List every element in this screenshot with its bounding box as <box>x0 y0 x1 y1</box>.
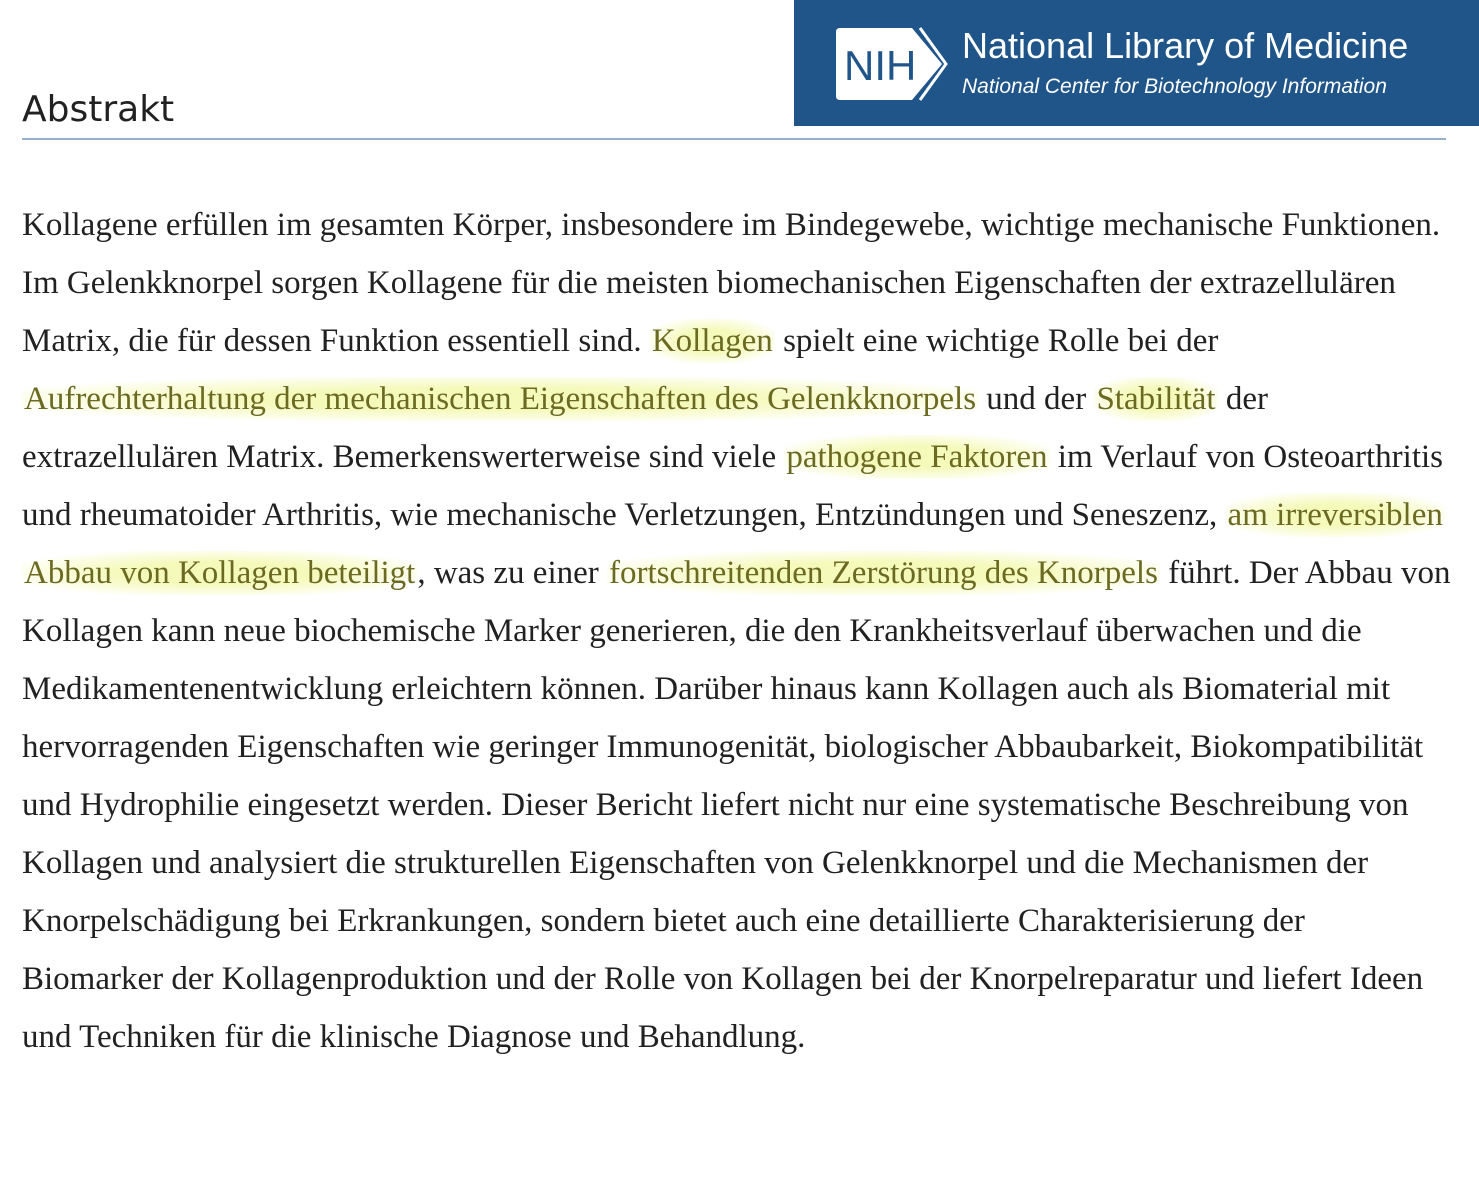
nih-banner[interactable] <box>794 0 1479 126</box>
highlighted-phrase: Stabilität <box>1094 377 1217 421</box>
abstract-segment: der extrazellulären Matrix. Bemerkenswerterweise sind viele <box>22 381 1268 475</box>
abstract-segment: und der <box>978 381 1095 417</box>
abstract-segment: Kollagene erfüllen im gesamten Körper, insbesondere im Bindegewebe, wichtige mechanische Funktionen. Im Gelenkknorpel sorgen Kollagene für die meisten biomechanischen Eigenschaften der extrazellulären Matrix, die für dessen Funktion essentiell sind. <box>22 207 1441 359</box>
abstract-text <box>22 196 1452 1066</box>
ncbi-subtitle: National Center for Biotechnology Information <box>962 75 1387 98</box>
nih-logo-icon[interactable] <box>834 26 948 102</box>
abstract-heading: Abstrakt <box>22 89 175 130</box>
highlighted-phrase: pathogene Faktoren <box>784 435 1049 479</box>
abstract-segment: führt. Der Abbau von Kollagen kann neue biochemische Marker generieren, die den Krankheitsverlauf überwachen und die Medikamentenentwicklung erleichtern können. Darüber hinaus kann Kollagen auch als Biomaterial mit hervorragenden Eigenschaften wie geringer Immunogenität, biologischer Abbaubarkeit, Biokompatibilität und Hydrophilie eingesetzt werden. Dieser Bericht liefert nicht nur eine systematische Beschreibung von Kollagen und analysiert die strukturellen Eigenschaften von Gelenkknorpel und die Mechanismen der Knorpelschädigung bei Erkrankungen, sondern bietet auch eine detaillierte Charakterisierung der Biomarker der Kollagenproduktion und der Rolle von Kollagen bei der Knorpelreparatur und liefert Ideen und Techniken für die klinische Diagnose und Behandlung. <box>22 555 1451 1055</box>
abstract-segment: im Verlauf von Osteoarthritis und rheumatoider Arthritis, wie mechanische Verletzungen, Entzündungen und Seneszenz, <box>22 439 1444 533</box>
highlighted-phrase: am irreversiblen Abbau von Kollagen beteiligt <box>22 493 1445 595</box>
heading-divider <box>22 138 1446 140</box>
abstract-segment: , was zu einer <box>417 555 607 591</box>
highlighted-phrase: fortschreitenden Zerstörung des Knorpels <box>607 551 1160 595</box>
abstract-segment: spielt eine wichtige Rolle bei der <box>774 323 1219 359</box>
highlighted-phrase: Aufrechterhaltung der mechanischen Eigenschaften des Gelenkknorpels <box>22 377 978 421</box>
nlm-title: National Library of Medicine <box>962 25 1409 66</box>
highlighted-phrase: Kollagen <box>650 319 775 363</box>
nih-logo-text: NIH <box>844 42 917 89</box>
